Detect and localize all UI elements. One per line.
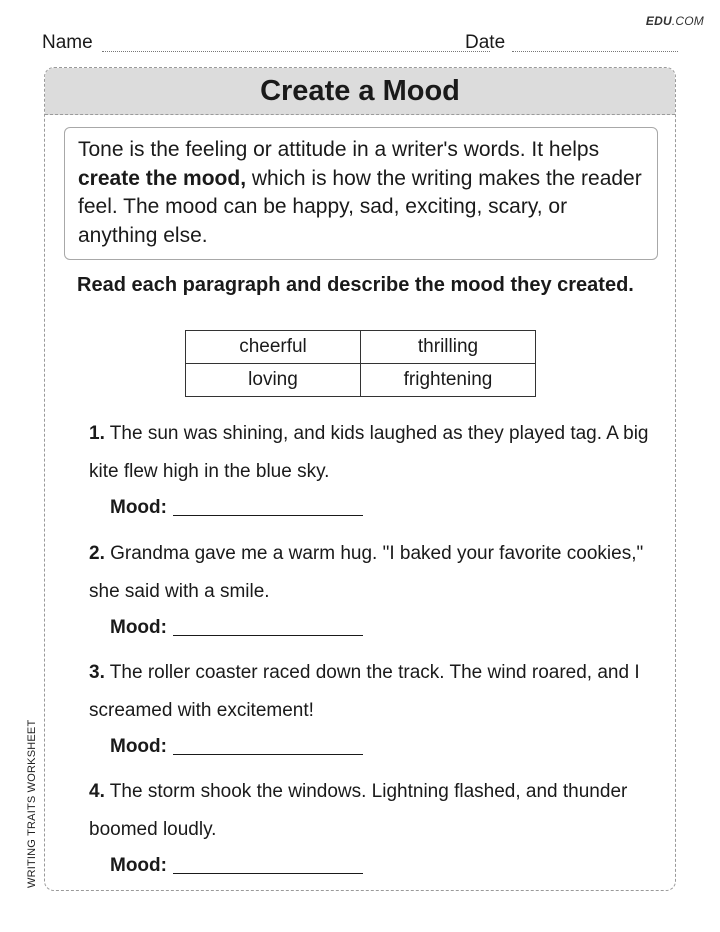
side-label: WRITING TRAITS WORKSHEET: [26, 719, 38, 888]
question-text: The sun was shining, and kids laughed as they played tag. A big kite flew high in the blue sky.: [89, 423, 649, 482]
word-bank-cell: loving: [186, 364, 361, 397]
mood-answer-3: [110, 736, 363, 758]
name-date-row: [42, 32, 678, 56]
question-number: 4.: [89, 781, 105, 802]
word-bank-cell: frightening: [361, 364, 536, 397]
question-text: The roller coaster raced down the track. The wind roared, and I screamed with excitement!: [89, 662, 640, 721]
question-number: 3.: [89, 662, 105, 683]
mood-answer-1: [110, 497, 363, 519]
word-bank: [185, 330, 536, 397]
mood-label: Mood:: [110, 855, 167, 876]
intro-text-part1: Tone is the feeling or attitude in a writer's words. It helps: [78, 138, 600, 161]
intro-text-bold: create the mood,: [78, 166, 247, 190]
intro-text-part2: which is how the writing makes the reader feel. The mood can be happy, sad, exciting, scary, or anything else.: [78, 166, 642, 247]
question-4: [89, 773, 659, 849]
mood-answer-4: [110, 855, 363, 877]
question-text: The storm shook the windows. Lightning flashed, and thunder boomed loudly.: [89, 781, 628, 840]
question-2: [89, 535, 659, 611]
mood-answer-line[interactable]: [173, 515, 363, 516]
word-bank-cell: thrilling: [361, 331, 536, 364]
question-number: 2.: [89, 543, 105, 564]
question-text: Grandma gave me a warm hug. "I baked your favorite cookies," she said with a smile.: [89, 543, 644, 602]
name-label: Name: [42, 32, 93, 53]
edu-logo: [646, 14, 704, 28]
mood-label: Mood:: [110, 497, 167, 518]
instructions: Read each paragraph and describe the mood they created.: [77, 274, 634, 296]
mood-answer-line[interactable]: [173, 873, 363, 874]
word-bank-cell: cheerful: [186, 331, 361, 364]
name-write-line[interactable]: [102, 51, 490, 52]
mood-label: Mood:: [110, 736, 167, 757]
word-bank-row: [186, 331, 536, 364]
worksheet-card: [44, 67, 676, 891]
word-bank-row: [186, 364, 536, 397]
question-1: [89, 415, 659, 491]
intro-box: [64, 127, 658, 260]
logo-suffix: .COM: [671, 14, 704, 28]
mood-label: Mood:: [110, 617, 167, 638]
question-3: [89, 654, 659, 730]
logo-brand: EDU: [645, 14, 672, 28]
mood-answer-line[interactable]: [173, 754, 363, 755]
date-write-line[interactable]: [512, 51, 678, 52]
mood-answer-2: [110, 617, 363, 639]
question-number: 1.: [89, 423, 105, 444]
worksheet-title: Create a Mood: [45, 68, 675, 115]
date-label: Date: [465, 32, 506, 53]
mood-answer-line[interactable]: [173, 635, 363, 636]
